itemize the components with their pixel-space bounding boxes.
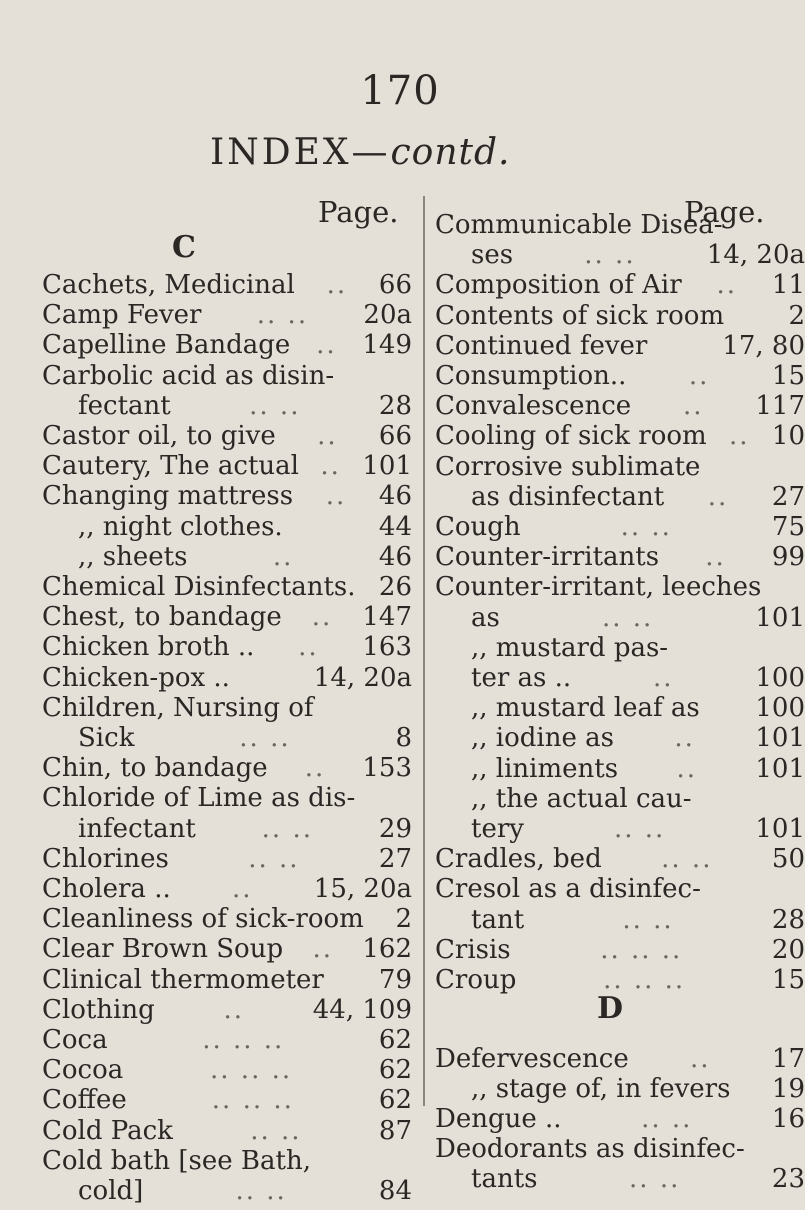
entry-text: Chicken-pox .. (42, 663, 230, 693)
index-entry (42, 330, 412, 364)
entry-text: Cold Pack (42, 1116, 173, 1146)
leader-dots: .. .. .. (600, 935, 683, 965)
page-reference: 100 (755, 663, 805, 693)
index-entry (42, 1025, 412, 1059)
page-reference: 26 (378, 572, 412, 602)
index-entry (435, 210, 805, 244)
index-entry (42, 783, 412, 817)
entry-text: Communicable Disea- (435, 210, 723, 240)
leader-dots: .. (325, 481, 347, 511)
leader-dots: .. (688, 361, 710, 391)
index-entry (42, 300, 412, 334)
index-entry (435, 1134, 805, 1168)
index-entry (471, 814, 805, 848)
entry-text: Camp Fever (42, 300, 202, 330)
index-entry (471, 693, 805, 727)
leader-dots: .. .. (641, 1104, 693, 1134)
page-reference: 62 (378, 1085, 412, 1115)
page-reference: 15 (771, 361, 805, 391)
index-entry (471, 603, 805, 637)
section-letter: D (597, 991, 624, 1026)
page-reference: 79 (378, 965, 412, 995)
index-entry (435, 331, 805, 365)
entry-text: infectant (78, 814, 196, 844)
leader-dots: .. .. .. (211, 1085, 294, 1115)
index-entry (471, 1074, 805, 1108)
page-reference: 20a (363, 300, 412, 330)
page-number: 170 (360, 68, 440, 114)
entry-text: Children, Nursing of (42, 693, 314, 723)
page-reference: 11 (771, 270, 805, 300)
entry-text: Cooling of sick room (435, 421, 707, 451)
entry-text: Contents of sick room (435, 301, 725, 331)
index-entry (42, 632, 412, 666)
index-entry (435, 452, 805, 486)
page-reference: 28 (378, 391, 412, 421)
page-reference: 44, 109 (312, 995, 412, 1025)
entry-text: Capelline Bandage (42, 330, 291, 360)
page-reference: 99 (771, 542, 805, 572)
index-entry (42, 421, 412, 455)
entry-text: Cautery, The actual (42, 451, 299, 481)
index-entry (435, 542, 805, 576)
leader-dots: .. (705, 542, 726, 572)
entry-text: tant (471, 905, 525, 935)
index-entry (42, 693, 412, 727)
entry-text: Cachets, Medicinal (42, 270, 295, 300)
entry-text: cold] (78, 1176, 144, 1206)
entry-text: ,, night clothes. (78, 512, 283, 542)
page-reference: 66 (378, 270, 412, 300)
index-entry (435, 1044, 805, 1078)
index-entry (435, 270, 805, 304)
leader-dots: .. .. (256, 300, 309, 330)
entry-text: Composition of Air (435, 270, 682, 300)
entry-text: ,, sheets (78, 542, 188, 572)
page-reference: 29 (378, 814, 412, 844)
index-entry (78, 814, 412, 848)
page-reference: 101 (362, 451, 412, 481)
leader-dots: .. .. (629, 1164, 681, 1194)
leader-dots: .. (690, 1044, 711, 1074)
entry-text: Clear Brown Soup (42, 934, 284, 964)
page-reference: 75 (771, 512, 805, 542)
title-suffix: contd. (390, 132, 511, 173)
leader-dots: .. (674, 723, 695, 753)
page-reference: 44 (378, 512, 412, 542)
index-entry (435, 965, 805, 999)
entry-text: Castor oil, to give (42, 421, 276, 451)
entry-text: Cholera .. (42, 874, 171, 904)
index-entry (42, 1116, 412, 1150)
page-reference: 163 (362, 632, 412, 662)
entry-text: Sick (78, 723, 135, 753)
index-entry (471, 723, 805, 757)
entry-text: Chest, to bandage (42, 602, 282, 632)
page-reference: 19 (771, 1074, 805, 1104)
leader-dots: .. .. (584, 240, 636, 270)
index-entry (78, 1176, 412, 1210)
page-reference: 14, 20a (313, 663, 412, 693)
entry-text: Dengue .. (435, 1104, 562, 1134)
page-reference: 62 (378, 1025, 412, 1055)
leader-dots: .. .. (613, 814, 666, 844)
index-entry (42, 663, 412, 697)
page-reference: 17 (771, 1044, 805, 1074)
entry-text: Chicken broth .. (42, 632, 255, 662)
leader-dots: .. .. .. (603, 965, 686, 995)
index-entry (42, 270, 412, 304)
entry-text: Chin, to bandage (42, 753, 268, 783)
page-reference: 15 (771, 965, 805, 995)
index-entry (471, 754, 805, 788)
leader-dots: .. (304, 753, 326, 783)
index-entry (42, 481, 412, 515)
leader-dots: .. (316, 330, 337, 360)
index-entry (471, 663, 805, 697)
leader-dots: .. .. (620, 512, 672, 542)
entry-text: as disinfectant (471, 482, 665, 512)
index-entry (42, 965, 412, 999)
title-main: INDEX— (210, 132, 391, 173)
index-entry (435, 361, 805, 395)
index-entry (42, 995, 412, 1029)
entry-text: Cough (435, 512, 521, 542)
leader-dots: .. .. (661, 844, 713, 874)
index-entry (78, 391, 412, 425)
index-entry (42, 934, 412, 968)
page-reference: 153 (362, 753, 412, 783)
index-entry (435, 391, 805, 425)
leader-dots: .. .. (239, 723, 291, 753)
entry-text: ,, mustard leaf as (471, 693, 700, 723)
leader-dots: .. (676, 754, 697, 784)
leader-dots: .. (716, 270, 738, 300)
entry-text: Defervescence (435, 1044, 629, 1074)
index-entry (42, 1146, 412, 1180)
page-reference: 23 (771, 1164, 805, 1194)
entry-text: Consumption.. (435, 361, 627, 391)
entry-text: Changing mattress (42, 481, 294, 511)
page-reference: 46 (378, 481, 412, 511)
leader-dots: .. (311, 602, 333, 632)
leader-dots: .. .. .. (210, 1055, 293, 1085)
entry-text: Croup (435, 965, 517, 995)
index-entry (42, 602, 412, 636)
index-entry (78, 512, 412, 546)
entry-text: Continued fever (435, 331, 648, 361)
entry-text: Crisis (435, 935, 511, 965)
page-reference: 101 (755, 814, 805, 844)
leader-dots: .. (298, 632, 319, 662)
page-reference: 27 (378, 844, 412, 874)
index-entry (78, 542, 412, 576)
page-reference: 162 (362, 934, 412, 964)
page-reference: 14, 20a (706, 240, 805, 270)
entry-text: ,, the actual cau- (471, 784, 692, 814)
page-reference: 101 (755, 603, 805, 633)
left-column-header: Page. (318, 195, 399, 229)
index-entry (42, 361, 412, 395)
leader-dots: .. .. (622, 905, 674, 935)
entry-text: Chlorines (42, 844, 169, 874)
page-title (210, 132, 510, 173)
page-reference: 87 (378, 1116, 412, 1146)
index-entry (78, 723, 412, 757)
leader-dots: .. (312, 934, 333, 964)
page-reference: 17, 80 (722, 331, 805, 361)
index-entry (42, 874, 412, 908)
index-entry (435, 844, 805, 878)
leader-dots: .. (683, 391, 704, 421)
page-reference: 50 (771, 844, 805, 874)
index-entry (42, 451, 412, 485)
index-entry (471, 482, 805, 516)
page-reference: 2 (395, 904, 412, 934)
index-entry (471, 633, 805, 667)
entry-text: ,, iodine as (471, 723, 614, 753)
index-entry (435, 512, 805, 546)
page-reference: 62 (378, 1055, 412, 1085)
index-entry (42, 904, 412, 938)
page-reference: 84 (378, 1176, 412, 1206)
leader-dots: .. (317, 421, 338, 451)
leader-dots: .. (320, 451, 341, 481)
entry-text: Counter-irritants (435, 542, 660, 572)
index-entry (435, 1104, 805, 1138)
column-divider (423, 196, 425, 1106)
entry-text: Cresol as a disinfec- (435, 874, 701, 904)
index-entry (471, 905, 805, 939)
index-entry (42, 844, 412, 878)
leader-dots: .. (326, 270, 348, 300)
index-entry (471, 1164, 805, 1198)
right-column-header: Page. (684, 195, 765, 229)
entry-text: tants (471, 1164, 538, 1194)
entry-text: as (471, 603, 500, 633)
entry-text: ,, mustard pas- (471, 633, 669, 663)
entry-text: ter as .. (471, 663, 572, 693)
page-reference: 16 (771, 1104, 805, 1134)
leader-dots: .. (707, 482, 729, 512)
page-reference: 117 (755, 391, 805, 421)
leader-dots: .. .. (601, 603, 654, 633)
index-entry (435, 572, 805, 606)
index-entry (471, 784, 805, 818)
page-reference: 101 (755, 754, 805, 784)
entry-text: fectant (78, 391, 171, 421)
leader-dots: .. .. (248, 844, 300, 874)
index-entry (435, 301, 805, 335)
entry-text: Cocoa (42, 1055, 124, 1085)
leader-dots: .. (223, 995, 245, 1025)
index-entry (42, 1085, 412, 1119)
index-entry (42, 572, 412, 606)
entry-text: Coca (42, 1025, 108, 1055)
page-reference: 147 (362, 602, 412, 632)
page-reference: 28 (771, 905, 805, 935)
page-reference: 2 (788, 301, 805, 331)
index-entry (471, 240, 805, 274)
page-reference: 8 (395, 723, 412, 753)
leader-dots: .. .. (250, 1116, 302, 1146)
page-reference: 27 (771, 482, 805, 512)
page-reference: 101 (755, 723, 805, 753)
leader-dots: .. (231, 874, 253, 904)
leader-dots: .. (729, 421, 750, 451)
entry-text: Clothing (42, 995, 155, 1025)
entry-text: ,, liniments (471, 754, 619, 784)
entry-text: Chemical Disinfectants. (42, 572, 356, 602)
entry-text: Cold bath [see Bath, (42, 1146, 311, 1176)
entry-text: tery (471, 814, 524, 844)
page-reference: 66 (378, 421, 412, 451)
entry-text: Chloride of Lime as dis- (42, 783, 356, 813)
entry-text: Counter-irritant, leeches (435, 572, 762, 602)
leader-dots: .. (653, 663, 674, 693)
entry-text: Carbolic acid as disin- (42, 361, 335, 391)
page-reference: 46 (378, 542, 412, 572)
entry-text: Corrosive sublimate (435, 452, 701, 482)
entry-text: ses (471, 240, 514, 270)
index-entry (435, 935, 805, 969)
index-entry (435, 421, 805, 455)
leader-dots: .. .. (261, 814, 313, 844)
leader-dots: .. .. (235, 1176, 287, 1206)
leader-dots: .. .. (249, 391, 301, 421)
entry-text: Coffee (42, 1085, 127, 1115)
index-entry (42, 753, 412, 787)
page-reference: 15, 20a (313, 874, 412, 904)
index-entry (435, 874, 805, 908)
index-entry (42, 1055, 412, 1089)
entry-text: Convalescence (435, 391, 632, 421)
entry-text: Deodorants as disinfec- (435, 1134, 745, 1164)
page-reference: 100 (755, 693, 805, 723)
entry-text: ,, stage of, in fevers (471, 1074, 731, 1104)
entry-text: Clinical thermometer (42, 965, 324, 995)
section-letter: C (172, 230, 196, 265)
page-reference: 149 (362, 330, 412, 360)
entry-text: Cleanliness of sick-room (42, 904, 364, 934)
leader-dots: .. (272, 542, 294, 572)
entry-text: Cradles, bed (435, 844, 602, 874)
leader-dots: .. .. .. (202, 1025, 285, 1055)
page-reference: 10 (771, 421, 805, 451)
page-reference: 20 (771, 935, 805, 965)
